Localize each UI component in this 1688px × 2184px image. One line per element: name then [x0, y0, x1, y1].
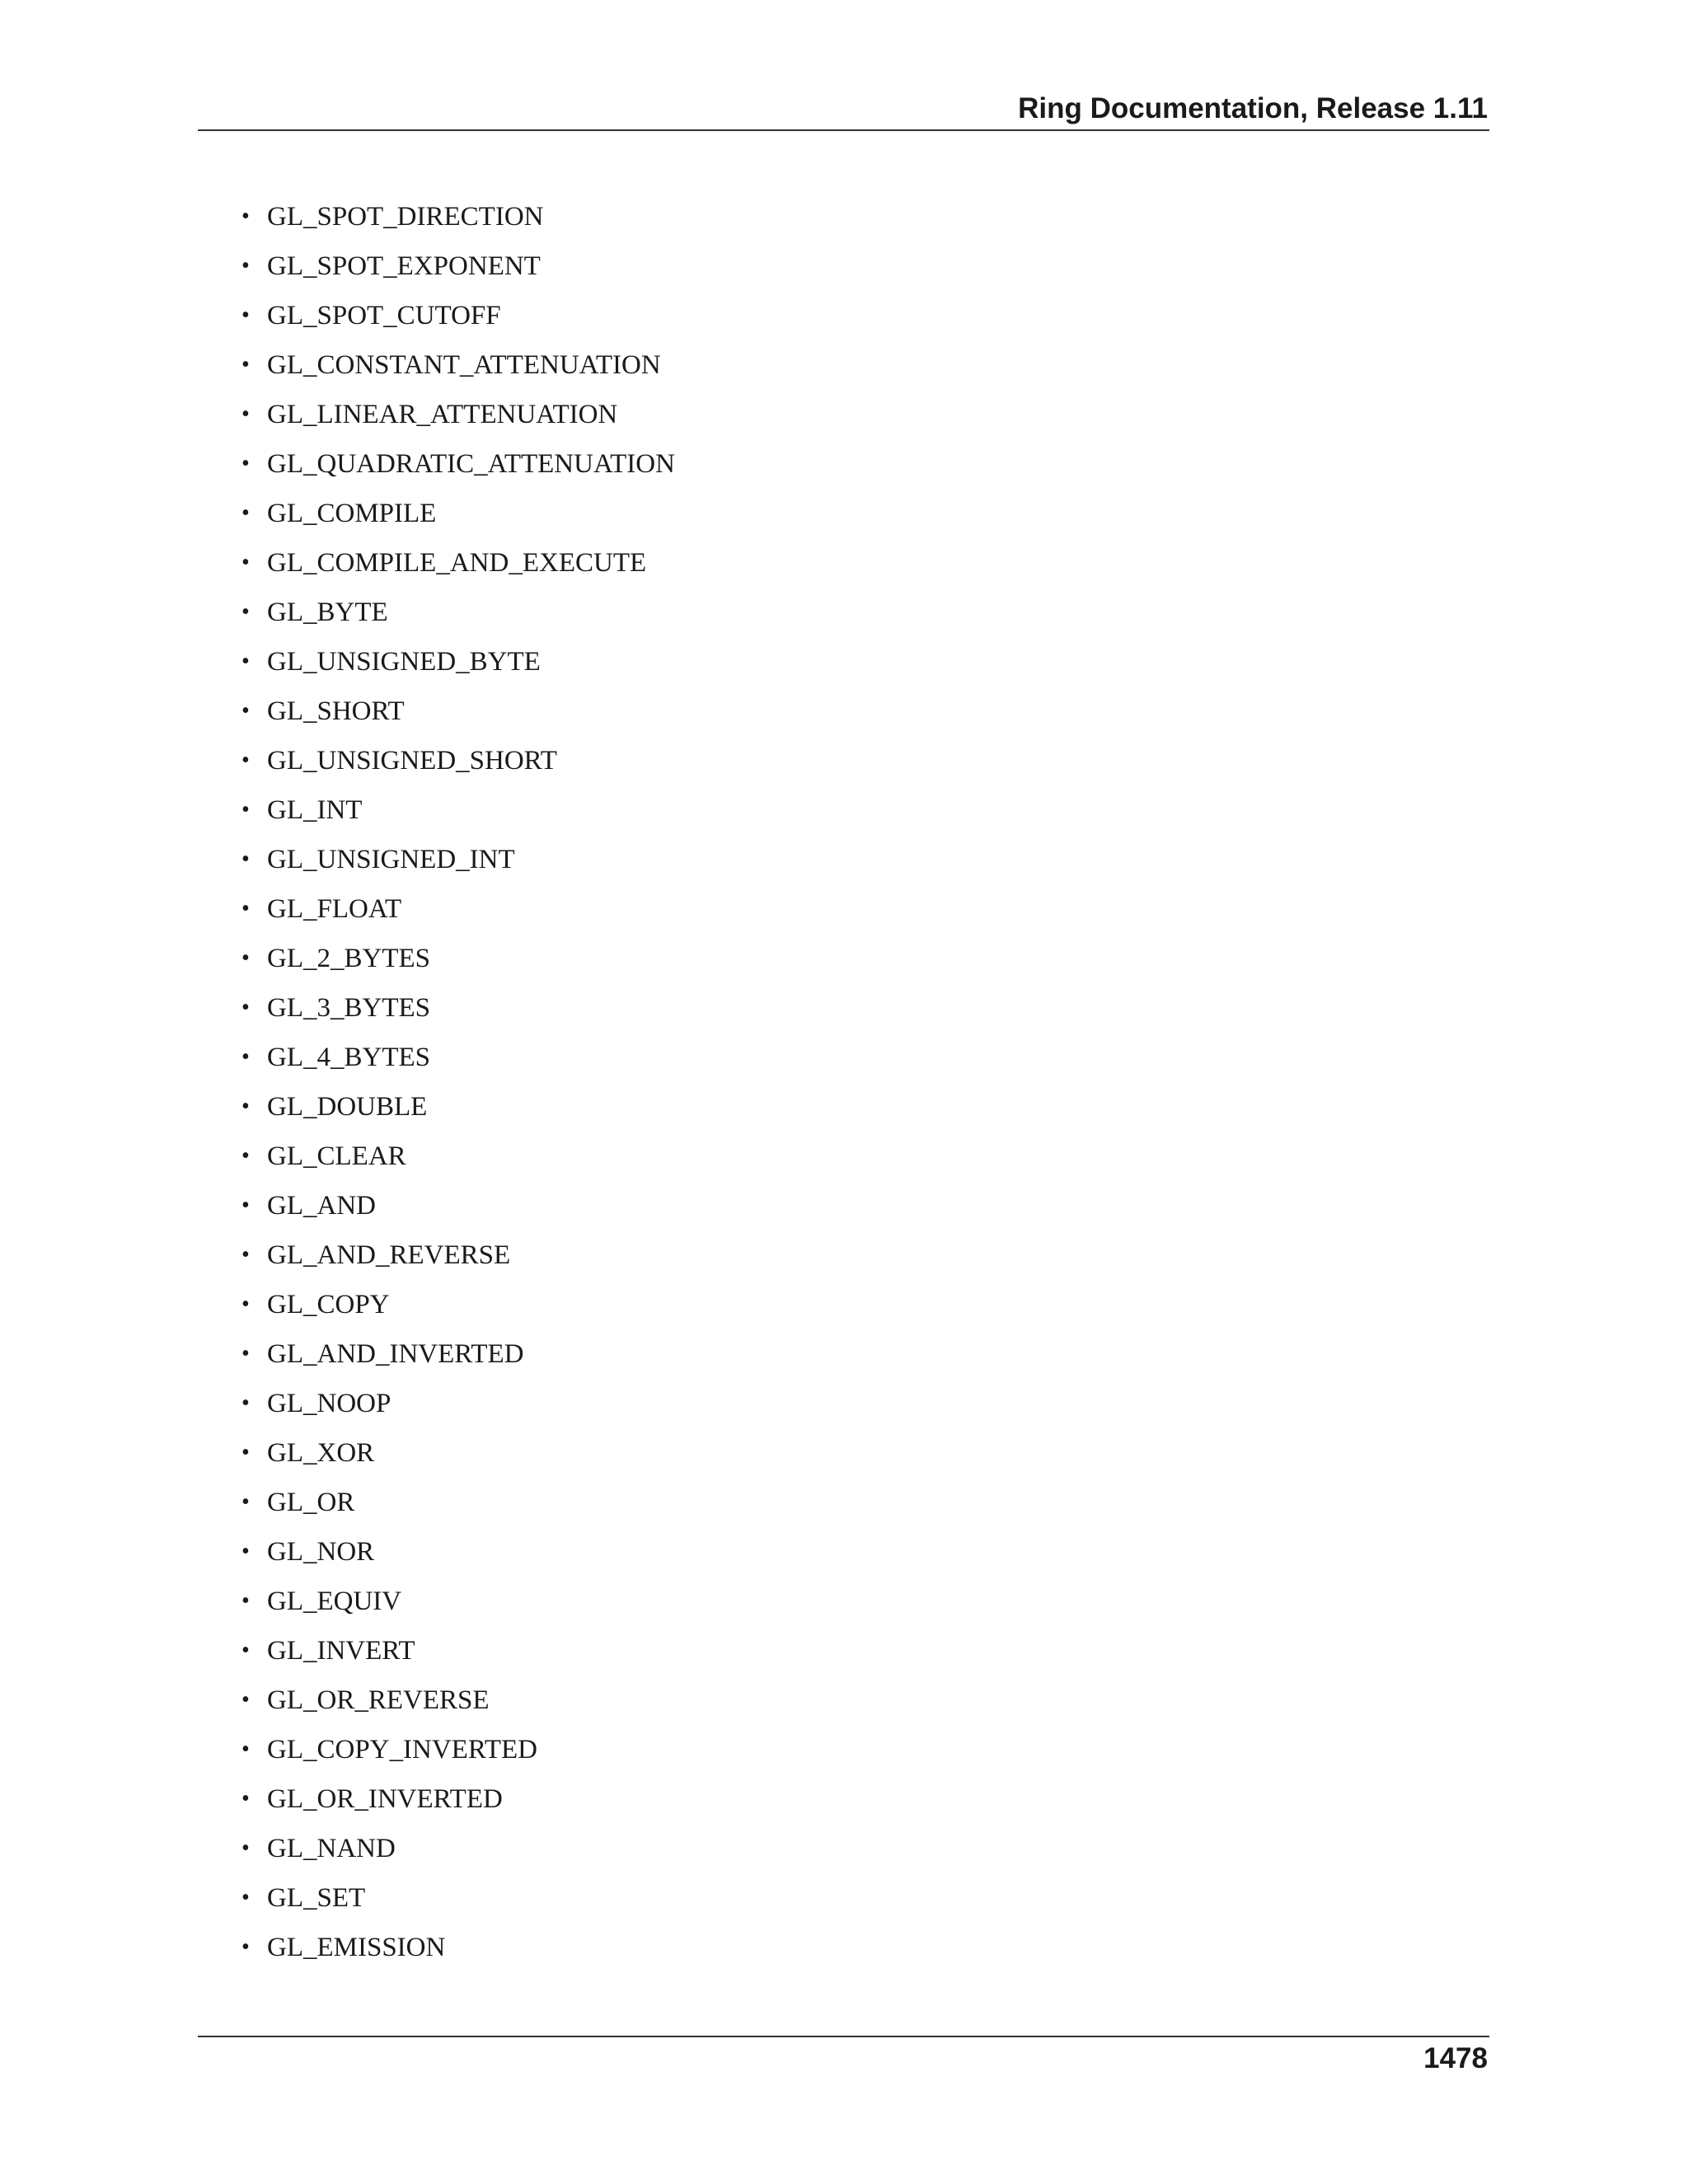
bullet-icon: •: [241, 204, 250, 229]
list-item: [0, 1136, 675, 1185]
list-item-label: GL_AND: [267, 1191, 376, 1221]
list-item-label: GL_INVERT: [267, 1636, 415, 1666]
list-item-label: GL_LINEAR_ATTENUATION: [267, 400, 618, 429]
list-item: [0, 987, 675, 1037]
list-item: [0, 1383, 675, 1432]
list-item: [0, 443, 675, 493]
list-item-label: GL_UNSIGNED_BYTE: [267, 647, 541, 677]
bullet-icon: •: [241, 698, 250, 724]
list-item: [0, 1432, 675, 1482]
list-item: [0, 493, 675, 542]
bullet-icon: •: [241, 1291, 250, 1317]
list-item-label: GL_EMISSION: [267, 1933, 446, 1962]
list-item: [0, 1779, 675, 1828]
list-item-label: GL_OR_INVERTED: [267, 1784, 503, 1814]
bullet-icon: •: [241, 1786, 250, 1811]
list-item-label: GL_SHORT: [267, 696, 405, 726]
bullet-icon: •: [241, 253, 250, 279]
list-item: [0, 1877, 675, 1927]
bullet-icon: •: [241, 1588, 250, 1614]
bullet-icon: •: [241, 1736, 250, 1762]
list-item: [0, 1531, 675, 1581]
list-item-label: GL_4_BYTES: [267, 1043, 430, 1072]
bullet-icon: •: [241, 945, 250, 971]
bullet-icon: •: [241, 599, 250, 625]
bullet-icon: •: [241, 1539, 250, 1564]
list-item: [0, 1927, 675, 1976]
list-item: [0, 1729, 675, 1779]
list-item: [0, 1482, 675, 1531]
list-item-label: GL_XOR: [267, 1438, 375, 1468]
list-item-label: GL_COMPILE: [267, 499, 437, 528]
list-item: [0, 740, 675, 790]
list-item: [0, 1185, 675, 1235]
list-item-label: GL_FLOAT: [267, 894, 402, 924]
list-item: [0, 394, 675, 443]
bullet-icon: •: [241, 1885, 250, 1910]
bullet-icon: •: [241, 797, 250, 823]
bullet-icon: •: [241, 1242, 250, 1268]
list-item-label: GL_AND_INVERTED: [267, 1339, 524, 1369]
list-item: [0, 790, 675, 839]
list-item-label: GL_2_BYTES: [267, 944, 430, 973]
list-item: [0, 295, 675, 344]
list-item-label: GL_DOUBLE: [267, 1092, 428, 1122]
page-header-title: Ring Documentation, Release 1.11: [1018, 92, 1488, 124]
page-number: 1478: [1423, 2042, 1488, 2074]
list-item-label: GL_CLEAR: [267, 1141, 406, 1171]
bullet-icon: •: [241, 1094, 250, 1119]
list-item-label: GL_COMPILE_AND_EXECUTE: [267, 548, 647, 578]
list-item: [0, 344, 675, 394]
bullet-icon: •: [241, 1835, 250, 1861]
list-item: [0, 1680, 675, 1729]
list-item-label: GL_SPOT_EXPONENT: [267, 251, 541, 281]
bullet-icon: •: [241, 896, 250, 921]
list-item-label: GL_INT: [267, 795, 363, 825]
list-item-label: GL_BYTE: [267, 598, 388, 627]
bullet-icon: •: [241, 1044, 250, 1070]
footer-divider: [198, 2036, 1489, 2037]
list-item: [0, 196, 675, 246]
list-item-label: GL_SET: [267, 1883, 366, 1913]
list-item: [0, 1086, 675, 1136]
bullet-icon: •: [241, 1489, 250, 1515]
bullet-icon: •: [241, 1934, 250, 1960]
list-item: [0, 542, 675, 592]
list-item: [0, 246, 675, 295]
list-item: [0, 641, 675, 691]
bullet-icon: •: [241, 1390, 250, 1416]
list-item-label: GL_COPY_INVERTED: [267, 1735, 538, 1765]
list-item-label: GL_AND_REVERSE: [267, 1240, 511, 1270]
bullet-icon: •: [241, 1687, 250, 1713]
bullet-icon: •: [241, 995, 250, 1020]
list-item-label: GL_UNSIGNED_INT: [267, 845, 515, 874]
list-item-label: GL_SPOT_DIRECTION: [267, 202, 544, 232]
bullet-icon: •: [241, 1440, 250, 1465]
list-item: [0, 1284, 675, 1333]
list-item: [0, 1630, 675, 1680]
list-item-label: GL_NOOP: [267, 1389, 392, 1418]
header-divider: [198, 129, 1489, 131]
bullet-icon: •: [241, 451, 250, 476]
list-item: [0, 691, 675, 740]
list-item-label: GL_SPOT_CUTOFF: [267, 301, 501, 330]
bullet-icon: •: [241, 1143, 250, 1169]
list-item: [0, 1581, 675, 1630]
constant-list: [0, 196, 675, 1976]
list-item-label: GL_EQUIV: [267, 1586, 402, 1616]
bullet-icon: •: [241, 1341, 250, 1366]
list-item-label: GL_CONSTANT_ATTENUATION: [267, 350, 661, 380]
list-item-label: GL_QUADRATIC_ATTENUATION: [267, 449, 675, 479]
list-item-label: GL_OR_REVERSE: [267, 1685, 490, 1715]
bullet-icon: •: [241, 500, 250, 526]
bullet-icon: •: [241, 846, 250, 872]
list-item: [0, 1828, 675, 1877]
list-item-label: GL_OR: [267, 1488, 355, 1517]
bullet-icon: •: [241, 352, 250, 377]
list-item: [0, 592, 675, 641]
bullet-icon: •: [241, 1638, 250, 1663]
bullet-icon: •: [241, 550, 250, 575]
bullet-icon: •: [241, 649, 250, 674]
bullet-icon: •: [241, 1193, 250, 1218]
list-item-label: GL_3_BYTES: [267, 993, 430, 1023]
list-item: [0, 888, 675, 938]
list-item-label: GL_NOR: [267, 1537, 375, 1567]
list-item: [0, 1235, 675, 1284]
bullet-icon: •: [241, 401, 250, 427]
bullet-icon: •: [241, 748, 250, 773]
list-item: [0, 839, 675, 888]
list-item: [0, 1333, 675, 1383]
list-item-label: GL_UNSIGNED_SHORT: [267, 746, 557, 776]
list-item: [0, 1037, 675, 1086]
list-item-label: GL_NAND: [267, 1834, 396, 1863]
list-item-label: GL_COPY: [267, 1290, 390, 1319]
list-item: [0, 938, 675, 987]
bullet-icon: •: [241, 302, 250, 328]
